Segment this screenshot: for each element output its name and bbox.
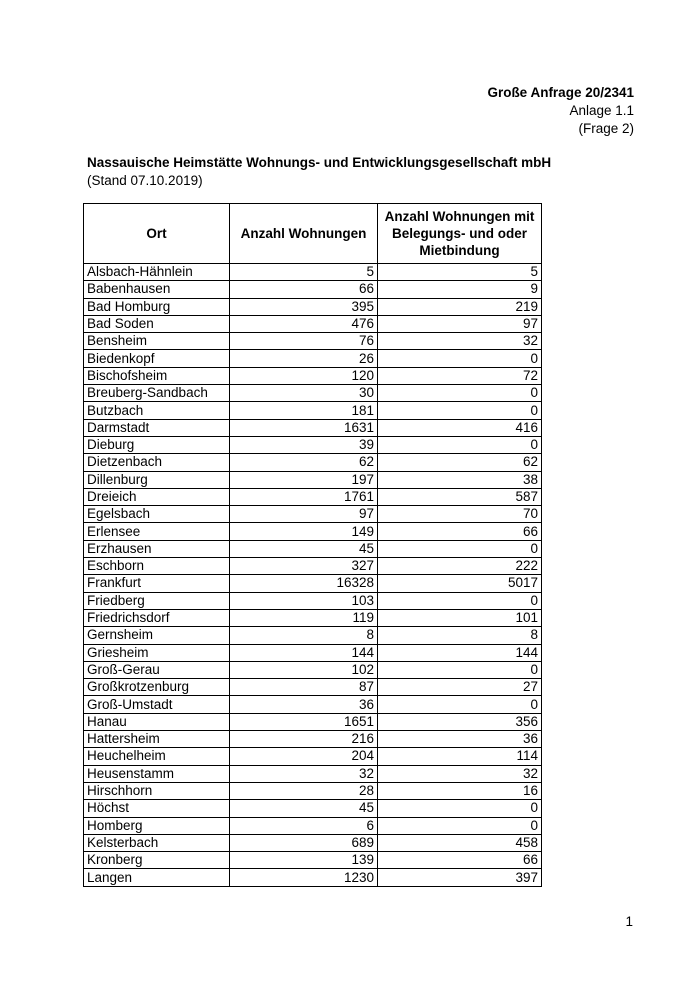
cell-bindung: 587 <box>378 488 542 505</box>
cell-anzahl: 30 <box>230 385 378 402</box>
cell-bindung: 0 <box>378 696 542 713</box>
cell-anzahl: 119 <box>230 609 378 626</box>
cell-ort: Kronberg <box>84 852 230 869</box>
cell-ort: Heuchelheim <box>84 748 230 765</box>
table-row <box>84 471 542 488</box>
cell-bindung: 16 <box>378 782 542 799</box>
cell-anzahl: 689 <box>230 834 378 851</box>
cell-ort: Homberg <box>84 817 230 834</box>
table-row <box>84 661 542 678</box>
cell-ort: Dieburg <box>84 436 230 453</box>
cell-bindung: 397 <box>378 869 542 886</box>
document-title <box>87 154 551 190</box>
cell-bindung: 416 <box>378 419 542 436</box>
cell-bindung: 27 <box>378 679 542 696</box>
table-row <box>84 609 542 626</box>
cell-bindung: 144 <box>378 644 542 661</box>
cell-bindung: 0 <box>378 540 542 557</box>
housing-table <box>83 203 542 887</box>
cell-bindung: 458 <box>378 834 542 851</box>
table-row <box>84 419 542 436</box>
cell-anzahl: 36 <box>230 696 378 713</box>
cell-bindung: 97 <box>378 315 542 332</box>
cell-bindung: 62 <box>378 454 542 471</box>
cell-ort: Friedberg <box>84 592 230 609</box>
table-row <box>84 506 542 523</box>
cell-bindung: 0 <box>378 385 542 402</box>
table-row <box>84 869 542 886</box>
cell-ort: Egelsbach <box>84 506 230 523</box>
cell-anzahl: 28 <box>230 782 378 799</box>
cell-ort: Erlensee <box>84 523 230 540</box>
cell-bindung: 0 <box>378 817 542 834</box>
cell-ort: Griesheim <box>84 644 230 661</box>
table-row <box>84 834 542 851</box>
cell-anzahl: 204 <box>230 748 378 765</box>
cell-anzahl: 103 <box>230 592 378 609</box>
table-row <box>84 298 542 315</box>
cell-anzahl: 120 <box>230 367 378 384</box>
cell-bindung: 0 <box>378 402 542 419</box>
cell-bindung: 356 <box>378 713 542 730</box>
cell-anzahl: 45 <box>230 540 378 557</box>
cell-ort: Dreieich <box>84 488 230 505</box>
cell-bindung: 36 <box>378 731 542 748</box>
table-row <box>84 385 542 402</box>
cell-anzahl: 39 <box>230 436 378 453</box>
cell-bindung: 72 <box>378 367 542 384</box>
cell-anzahl: 76 <box>230 333 378 350</box>
cell-ort: Hanau <box>84 713 230 730</box>
cell-bindung: 0 <box>378 661 542 678</box>
cell-anzahl: 139 <box>230 852 378 869</box>
table-row <box>84 402 542 419</box>
table-row <box>84 315 542 332</box>
table-row <box>84 679 542 696</box>
cell-ort: Hirschhorn <box>84 782 230 799</box>
cell-anzahl: 26 <box>230 350 378 367</box>
table-row <box>84 488 542 505</box>
table-row <box>84 592 542 609</box>
table-row <box>84 627 542 644</box>
cell-bindung: 0 <box>378 436 542 453</box>
table-row <box>84 852 542 869</box>
header-bindung: Anzahl Wohnungen mit Belegungs- und oder Mietbindung <box>378 204 542 264</box>
document-header <box>487 84 634 138</box>
status-date: (Stand 07.10.2019) <box>87 173 203 188</box>
table-row <box>84 350 542 367</box>
cell-ort: Alsbach-Hähnlein <box>84 264 230 281</box>
cell-bindung: 32 <box>378 765 542 782</box>
cell-ort: Gernsheim <box>84 627 230 644</box>
cell-bindung: 114 <box>378 748 542 765</box>
cell-bindung: 66 <box>378 852 542 869</box>
cell-ort: Hattersheim <box>84 731 230 748</box>
cell-anzahl: 216 <box>230 731 378 748</box>
cell-bindung: 5 <box>378 264 542 281</box>
cell-anzahl: 149 <box>230 523 378 540</box>
cell-ort: Heusenstamm <box>84 765 230 782</box>
cell-ort: Bensheim <box>84 333 230 350</box>
cell-ort: Bad Soden <box>84 315 230 332</box>
table-row <box>84 333 542 350</box>
cell-ort: Butzbach <box>84 402 230 419</box>
table-row <box>84 367 542 384</box>
table-row <box>84 540 542 557</box>
table-row <box>84 800 542 817</box>
cell-ort: Bischofsheim <box>84 367 230 384</box>
table-row <box>84 454 542 471</box>
cell-anzahl: 144 <box>230 644 378 661</box>
cell-ort: Langen <box>84 869 230 886</box>
cell-ort: Großkrotzenburg <box>84 679 230 696</box>
cell-ort: Eschborn <box>84 558 230 575</box>
table-row <box>84 748 542 765</box>
cell-anzahl: 45 <box>230 800 378 817</box>
table-row <box>84 575 542 592</box>
table-row <box>84 817 542 834</box>
cell-anzahl: 476 <box>230 315 378 332</box>
cell-ort: Biedenkopf <box>84 350 230 367</box>
cell-ort: Frankfurt <box>84 575 230 592</box>
cell-anzahl: 8 <box>230 627 378 644</box>
table-row <box>84 644 542 661</box>
cell-ort: Kelsterbach <box>84 834 230 851</box>
cell-anzahl: 102 <box>230 661 378 678</box>
table-row <box>84 558 542 575</box>
cell-anzahl: 62 <box>230 454 378 471</box>
company-name: Nassauische Heimstätte Wohnungs- und Entwicklungsgesellschaft mbH <box>87 155 552 170</box>
cell-anzahl: 181 <box>230 402 378 419</box>
cell-ort: Friedrichsdorf <box>84 609 230 626</box>
cell-anzahl: 395 <box>230 298 378 315</box>
cell-bindung: 0 <box>378 800 542 817</box>
attachment-label: Anlage 1.1 <box>569 103 634 118</box>
table-row <box>84 782 542 799</box>
cell-bindung: 70 <box>378 506 542 523</box>
cell-bindung: 32 <box>378 333 542 350</box>
cell-ort: Höchst <box>84 800 230 817</box>
table-row <box>84 696 542 713</box>
table-row <box>84 765 542 782</box>
cell-bindung: 0 <box>378 592 542 609</box>
cell-bindung: 101 <box>378 609 542 626</box>
cell-anzahl: 1761 <box>230 488 378 505</box>
cell-anzahl: 16328 <box>230 575 378 592</box>
cell-ort: Groß-Gerau <box>84 661 230 678</box>
cell-bindung: 5017 <box>378 575 542 592</box>
table-body <box>84 264 542 887</box>
table-header-row <box>84 204 542 264</box>
cell-bindung: 38 <box>378 471 542 488</box>
cell-anzahl: 97 <box>230 506 378 523</box>
table-row <box>84 731 542 748</box>
cell-anzahl: 197 <box>230 471 378 488</box>
cell-ort: Babenhausen <box>84 281 230 298</box>
cell-bindung: 9 <box>378 281 542 298</box>
cell-anzahl: 32 <box>230 765 378 782</box>
cell-anzahl: 6 <box>230 817 378 834</box>
inquiry-number: Große Anfrage 20/2341 <box>487 85 634 100</box>
cell-anzahl: 1631 <box>230 419 378 436</box>
cell-ort: Dillenburg <box>84 471 230 488</box>
cell-bindung: 66 <box>378 523 542 540</box>
cell-bindung: 222 <box>378 558 542 575</box>
cell-ort: Bad Homburg <box>84 298 230 315</box>
question-label: (Frage 2) <box>578 121 634 136</box>
cell-bindung: 8 <box>378 627 542 644</box>
cell-ort: Breuberg-Sandbach <box>84 385 230 402</box>
table-row <box>84 281 542 298</box>
cell-anzahl: 87 <box>230 679 378 696</box>
cell-anzahl: 1651 <box>230 713 378 730</box>
cell-ort: Erzhausen <box>84 540 230 557</box>
page-number: 1 <box>625 914 633 929</box>
table-row <box>84 713 542 730</box>
cell-anzahl: 1230 <box>230 869 378 886</box>
cell-anzahl: 5 <box>230 264 378 281</box>
table-row <box>84 264 542 281</box>
cell-anzahl: 327 <box>230 558 378 575</box>
cell-ort: Groß-Umstadt <box>84 696 230 713</box>
table-row <box>84 523 542 540</box>
header-ort: Ort <box>84 204 230 264</box>
cell-ort: Dietzenbach <box>84 454 230 471</box>
cell-anzahl: 66 <box>230 281 378 298</box>
cell-ort: Darmstadt <box>84 419 230 436</box>
table-row <box>84 436 542 453</box>
header-anzahl: Anzahl Wohnungen <box>230 204 378 264</box>
cell-bindung: 0 <box>378 350 542 367</box>
cell-bindung: 219 <box>378 298 542 315</box>
